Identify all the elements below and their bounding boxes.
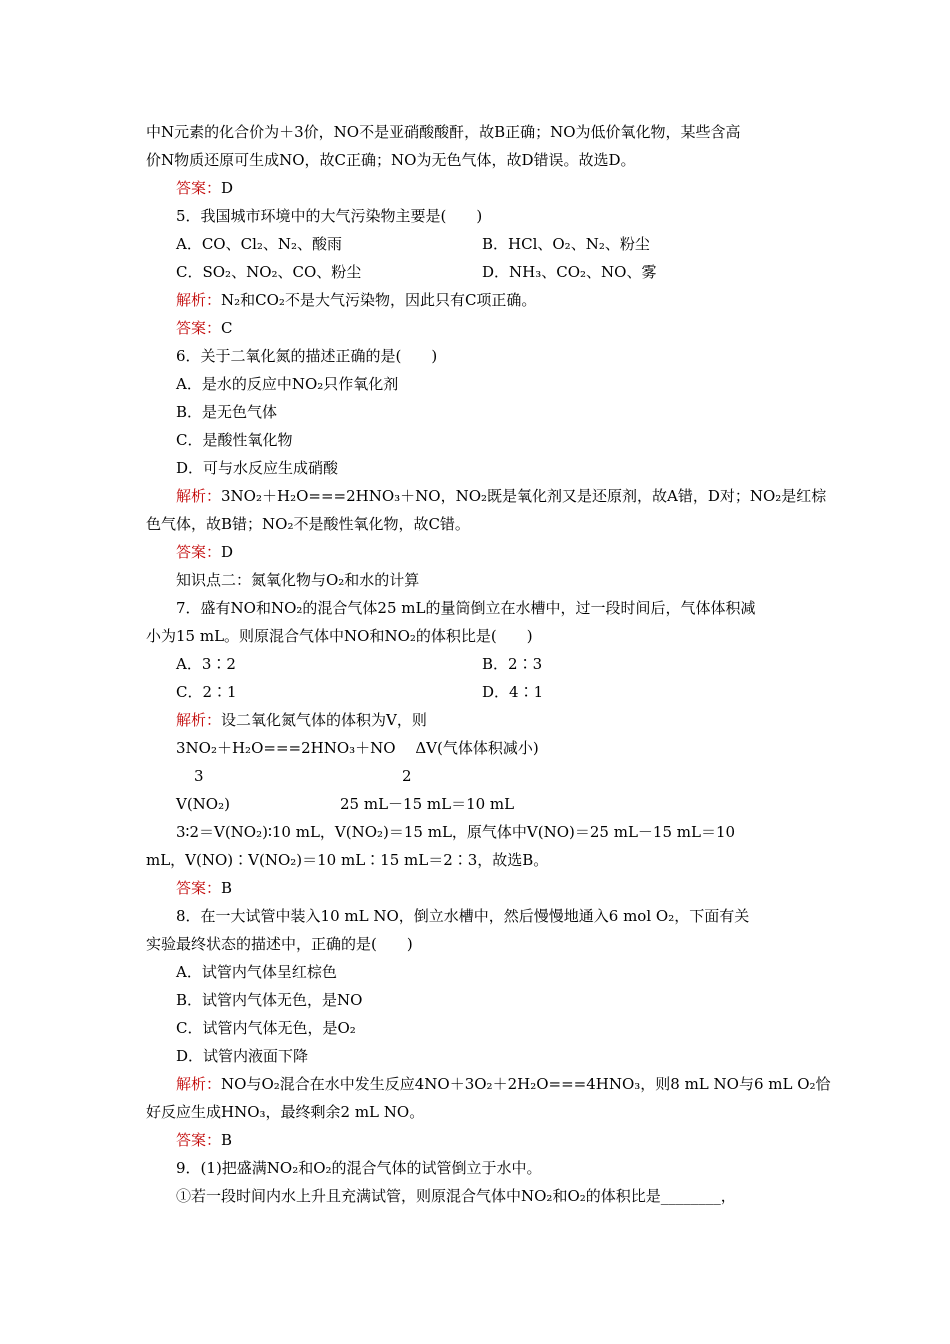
q5-option-a: A．CO、Cl₂、N₂、酸雨 xyxy=(176,235,343,253)
q6-option-a: A．是水的反应中NO₂只作氧化剂 xyxy=(176,375,399,393)
analysis-text: NO与O₂混合在水中发生反应4NO＋3O₂＋2H₂O===4HNO₃，则8 mL NO与6 mL O₂恰 xyxy=(221,1075,831,1093)
q7-answer xyxy=(176,878,232,898)
q7-coef-3: 3 xyxy=(194,767,204,785)
q7-option-d: D．4∶1 xyxy=(482,683,544,701)
answer-value: C xyxy=(221,319,233,337)
q6-analysis xyxy=(176,486,826,506)
answer-value: D xyxy=(221,543,234,561)
q7-option-a: A．3∶2 xyxy=(176,655,236,673)
q5-option-c: C．SO₂、NO₂、CO、粉尘 xyxy=(176,263,362,281)
q8-option-b: B．试管内气体无色，是NO xyxy=(176,991,363,1009)
q6-answer xyxy=(176,542,233,562)
answer-value: B xyxy=(221,1131,233,1149)
analysis-label: 解析： xyxy=(176,487,222,505)
q6-option-b: B．是无色气体 xyxy=(176,403,278,421)
question-8-stem-cont: 实验最终状态的描述中，正确的是( ) xyxy=(146,935,413,953)
q5-option-b: B．HCl、O₂、N₂、粉尘 xyxy=(482,235,650,253)
q7-calc: 3∶2＝V(NO₂)∶10 mL，V(NO₂)＝15 mL，原气体中V(NO)＝25 mL－15 mL＝10 xyxy=(176,823,736,841)
analysis-text: 设二氧化氮气体的体积为V，则 xyxy=(221,711,427,729)
section-heading: 知识点二：氮氧化物与O₂和水的计算 xyxy=(176,571,420,589)
answer-value: D xyxy=(221,179,234,197)
q9-subquestion-1: ①若一段时间内水上升且充满试管，则原混合气体中NO₂和O₂的体积比是________， xyxy=(176,1187,736,1205)
q8-analysis xyxy=(176,1074,831,1094)
q7-volume-diff: 25 mL－15 mL＝10 mL xyxy=(340,795,515,813)
answer-value: B xyxy=(221,879,233,897)
q8-analysis-cont: 好反应生成HNO₃，最终剩余2 mL NO。 xyxy=(146,1103,425,1121)
answer-label: 答案： xyxy=(176,319,222,337)
q7-calc-cont: mL，V(NO)∶V(NO₂)＝10 mL∶15 mL＝2∶3，故选B。 xyxy=(146,851,549,869)
question-9-stem: 9．(1)把盛满NO₂和O₂的混合气体的试管倒立于水中。 xyxy=(176,1159,542,1177)
q5-option-d: D．NH₃、CO₂、NO、雾 xyxy=(482,263,657,281)
q8-option-d: D．试管内液面下降 xyxy=(176,1047,309,1065)
analysis-text: 3NO₂＋H₂O===2HNO₃＋NO，NO₂既是氧化剂又是还原剂，故A错，D对；NO₂是红棕 xyxy=(221,487,827,505)
q7-analysis xyxy=(176,710,427,730)
answer-line xyxy=(176,178,233,198)
analysis-label: 解析： xyxy=(176,1075,222,1093)
text-line: 价N物质还原可生成NO，故C正确；NO为无色气体，故D错误。故选D。 xyxy=(146,151,636,169)
q6-option-c: C．是酸性氧化物 xyxy=(176,431,293,449)
analysis-label: 解析： xyxy=(176,291,222,309)
answer-label: 答案： xyxy=(176,879,222,897)
question-5-stem: 5．我国城市环境中的大气污染物主要是( ) xyxy=(176,207,483,225)
question-8-stem: 8．在一大试管中装入10 mL NO，倒立水槽中，然后慢慢地通入6 mol O₂，下面有关 xyxy=(176,907,750,925)
answer-label: 答案： xyxy=(176,179,222,197)
q6-option-d: D．可与水反应生成硝酸 xyxy=(176,459,339,477)
question-7-stem: 7．盛有NO和NO₂的混合气体25 mL的量筒倒立在水槽中，过一段时间后，气体体积减 xyxy=(176,599,756,617)
q7-equation: 3NO₂＋H₂O===2HNO₃＋NO ΔV(气体体积减小) xyxy=(176,739,539,757)
analysis-label: 解析： xyxy=(176,711,222,729)
q8-option-a: A．试管内气体呈红棕色 xyxy=(176,963,337,981)
q7-vno2: V(NO₂) xyxy=(176,795,230,813)
q7-option-c: C．2∶1 xyxy=(176,683,237,701)
q8-answer xyxy=(176,1130,232,1150)
q5-analysis xyxy=(176,290,536,310)
analysis-text: N₂和CO₂不是大气污染物，因此只有C项正确。 xyxy=(221,291,537,309)
question-6-stem: 6．关于二氧化氮的描述正确的是( ) xyxy=(176,347,438,365)
question-7-stem-cont: 小为15 mL。则原混合气体中NO和NO₂的体积比是( ) xyxy=(146,627,533,645)
answer-label: 答案： xyxy=(176,1131,222,1149)
q7-option-b: B．2∶3 xyxy=(482,655,543,673)
answer-label: 答案： xyxy=(176,543,222,561)
q8-option-c: C．试管内气体无色，是O₂ xyxy=(176,1019,356,1037)
q5-answer xyxy=(176,318,233,338)
q7-coef-2: 2 xyxy=(402,767,412,785)
q6-analysis-cont: 色气体，故B错；NO₂不是酸性氧化物，故C错。 xyxy=(146,515,470,533)
text-line: 中N元素的化合价为＋3价，NO不是亚硝酸酸酐，故B正确；NO为低价氧化物，某些含高 xyxy=(146,123,741,141)
